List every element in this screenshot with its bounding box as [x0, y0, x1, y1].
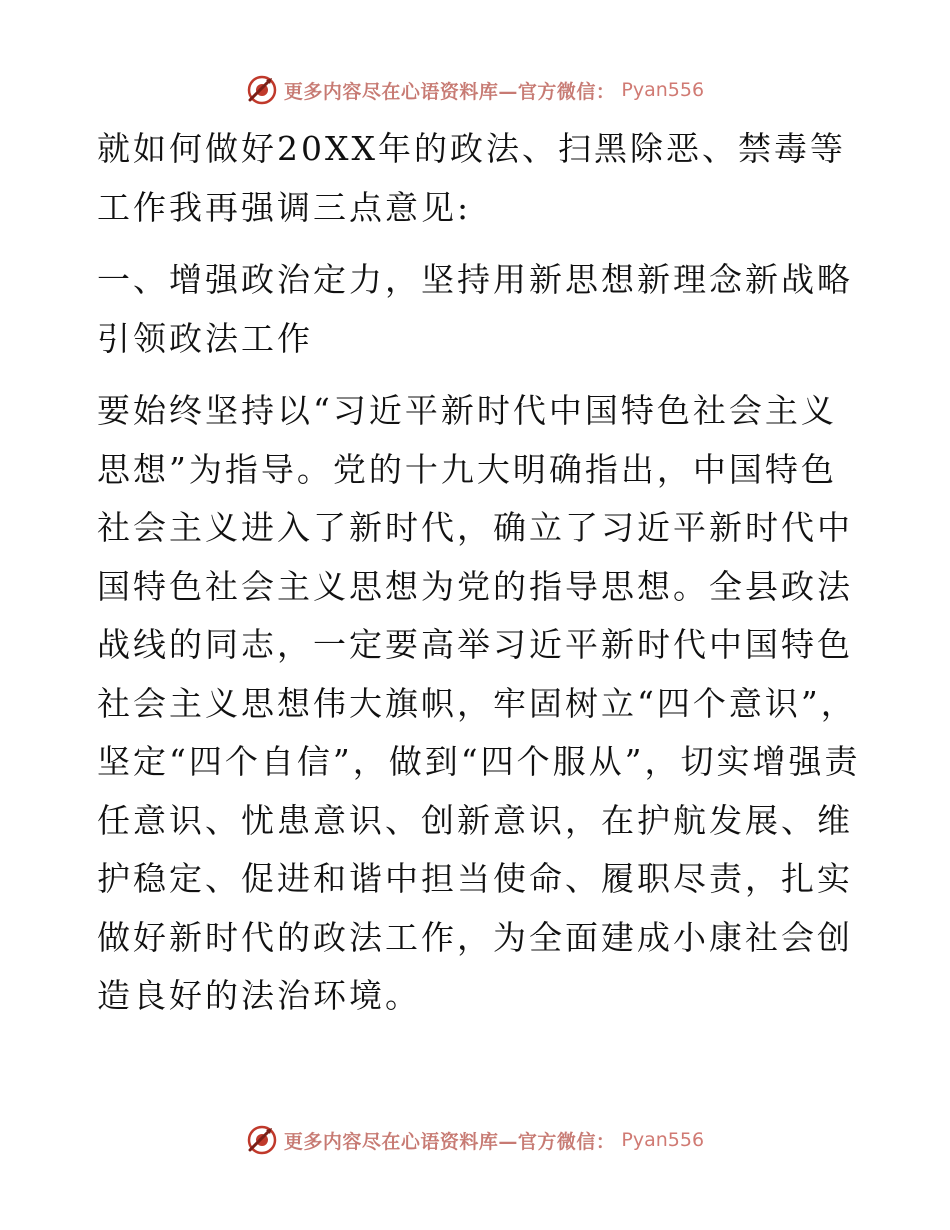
section-heading-1: 一、增强政治定力，坚持用新思想新理念新战略引领政法工作 [97, 260, 853, 358]
banner-wechat-id: Pyan556 [621, 1129, 705, 1151]
footer-banner [0, 1120, 950, 1160]
document-body [97, 120, 862, 1040]
paragraph-section-1: 要始终坚持以“习近平新时代中国特色社会主义思想”为指导。党的十九大明确指出，中国特色社会主义进入了新时代，确立了习近平新时代中国特色社会主义思想为党的指导思想。全县政法战线的同志，一定要高举习近平新时代中国特色社会主义思想伟大旗帜，牢固树立“四个意识”，坚定“四个自信”，做到“四个服从”，切实增强责任意识、忧患意识、创新意识，在护航发展、维护稳定、促进和谐中担当使命、履职尽责，扎实做好新时代的政法工作，为全面建成小康社会创造良好的法治环境。 [97, 391, 861, 1015]
seal-logo-icon [246, 74, 278, 106]
header-banner [0, 70, 950, 110]
seal-logo-icon [246, 1124, 278, 1156]
banner-site-text: 更多内容尽在心语资料库—官方微信： [283, 1130, 616, 1153]
banner-site-text: 更多内容尽在心语资料库—官方微信： [283, 80, 616, 103]
paragraph-intro: 就如何做好20XX年的政法、扫黑除恶、禁毒等工作我再强调三点意见: [97, 129, 846, 227]
banner-wechat-id: Pyan556 [621, 79, 705, 101]
